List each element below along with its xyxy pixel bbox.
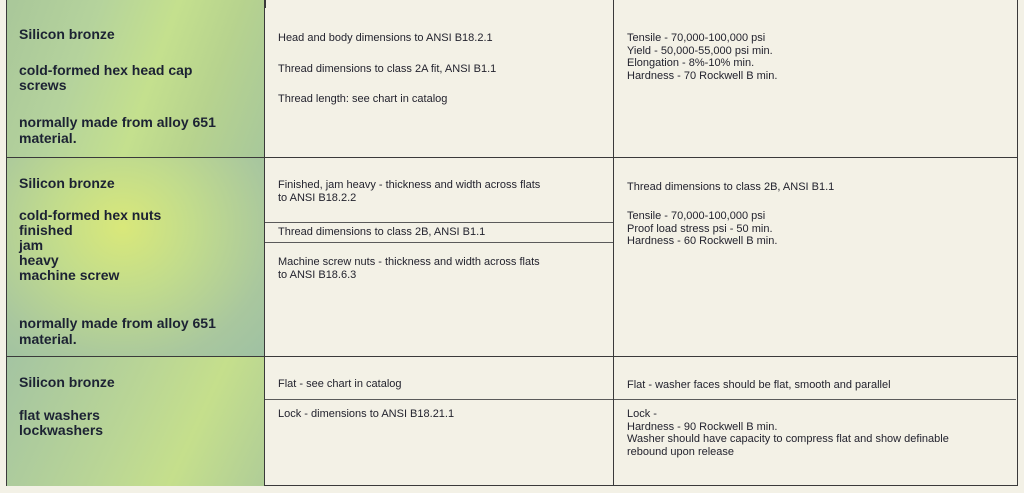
property-spec: Thread dimensions to class 2B, ANSI B1.1 [627, 181, 835, 193]
cell-divider [265, 399, 613, 400]
table-row [7, 0, 1017, 158]
dimension-spec: Head and body dimensions to ANSI B18.2.1 [278, 32, 493, 44]
properties-cell [614, 357, 1017, 486]
property-spec: Flat - washer faces should be flat, smooth and parallel [627, 379, 891, 391]
property-spec: Tensile - 70,000-100,000 psi Proof load stress psi - 50 min. Hardness - 60 Rockwell B min. [627, 210, 778, 247]
material-description: cold-formed hex head cap screws [19, 62, 193, 93]
dimensions-cell [265, 158, 614, 356]
specifications-table [6, 0, 1018, 486]
properties-cell [614, 158, 1017, 356]
material-note: normally made from alloy 651 material. [19, 114, 216, 146]
material-note: normally made from alloy 651 material. [19, 315, 216, 347]
dimension-spec: Finished, jam heavy - thickness and width across flats to ANSI B18.2.2 [278, 179, 541, 204]
dimensions-cell [265, 357, 614, 486]
dimension-spec: Lock - dimensions to ANSI B18.21.1 [278, 408, 455, 420]
dimensions-cell [265, 0, 614, 157]
material-description: flat washers lockwashers [19, 407, 104, 438]
cell-divider [265, 242, 613, 243]
dimension-spec: Thread dimensions to class 2B, ANSI B1.1 [278, 226, 486, 238]
material-title: Silicon bronze [19, 26, 115, 42]
material-cell [7, 158, 265, 356]
material-cell [7, 357, 265, 486]
dimension-spec: Thread dimensions to class 2A fit, ANSI B1.1 [278, 63, 497, 75]
dimension-spec: Machine screw nuts - thickness and width across flats to ANSI B18.6.3 [278, 256, 540, 281]
properties-cell [614, 0, 1017, 157]
dimension-spec: Flat - see chart in catalog [278, 378, 402, 390]
material-cell [7, 0, 265, 157]
material-description: cold-formed hex nuts finished jam heavy machine screw [19, 207, 162, 283]
column-divider [265, 0, 266, 8]
property-spec: Lock - Hardness - 90 Rockwell B min. Washer should have capacity to compress flat and show definable rebound upon release [627, 408, 949, 458]
dimension-spec: Thread length: see chart in catalog [278, 93, 448, 105]
property-spec: Tensile - 70,000-100,000 psi Yield - 50,000-55,000 psi min. Elongation - 8%-10% min. Hardness - 70 Rockwell B min. [627, 32, 778, 82]
cell-divider [265, 222, 613, 223]
material-title: Silicon bronze [19, 374, 115, 390]
cell-divider [614, 399, 1016, 400]
table-row [7, 357, 1017, 486]
material-title: Silicon bronze [19, 175, 115, 191]
table-row [7, 158, 1017, 357]
